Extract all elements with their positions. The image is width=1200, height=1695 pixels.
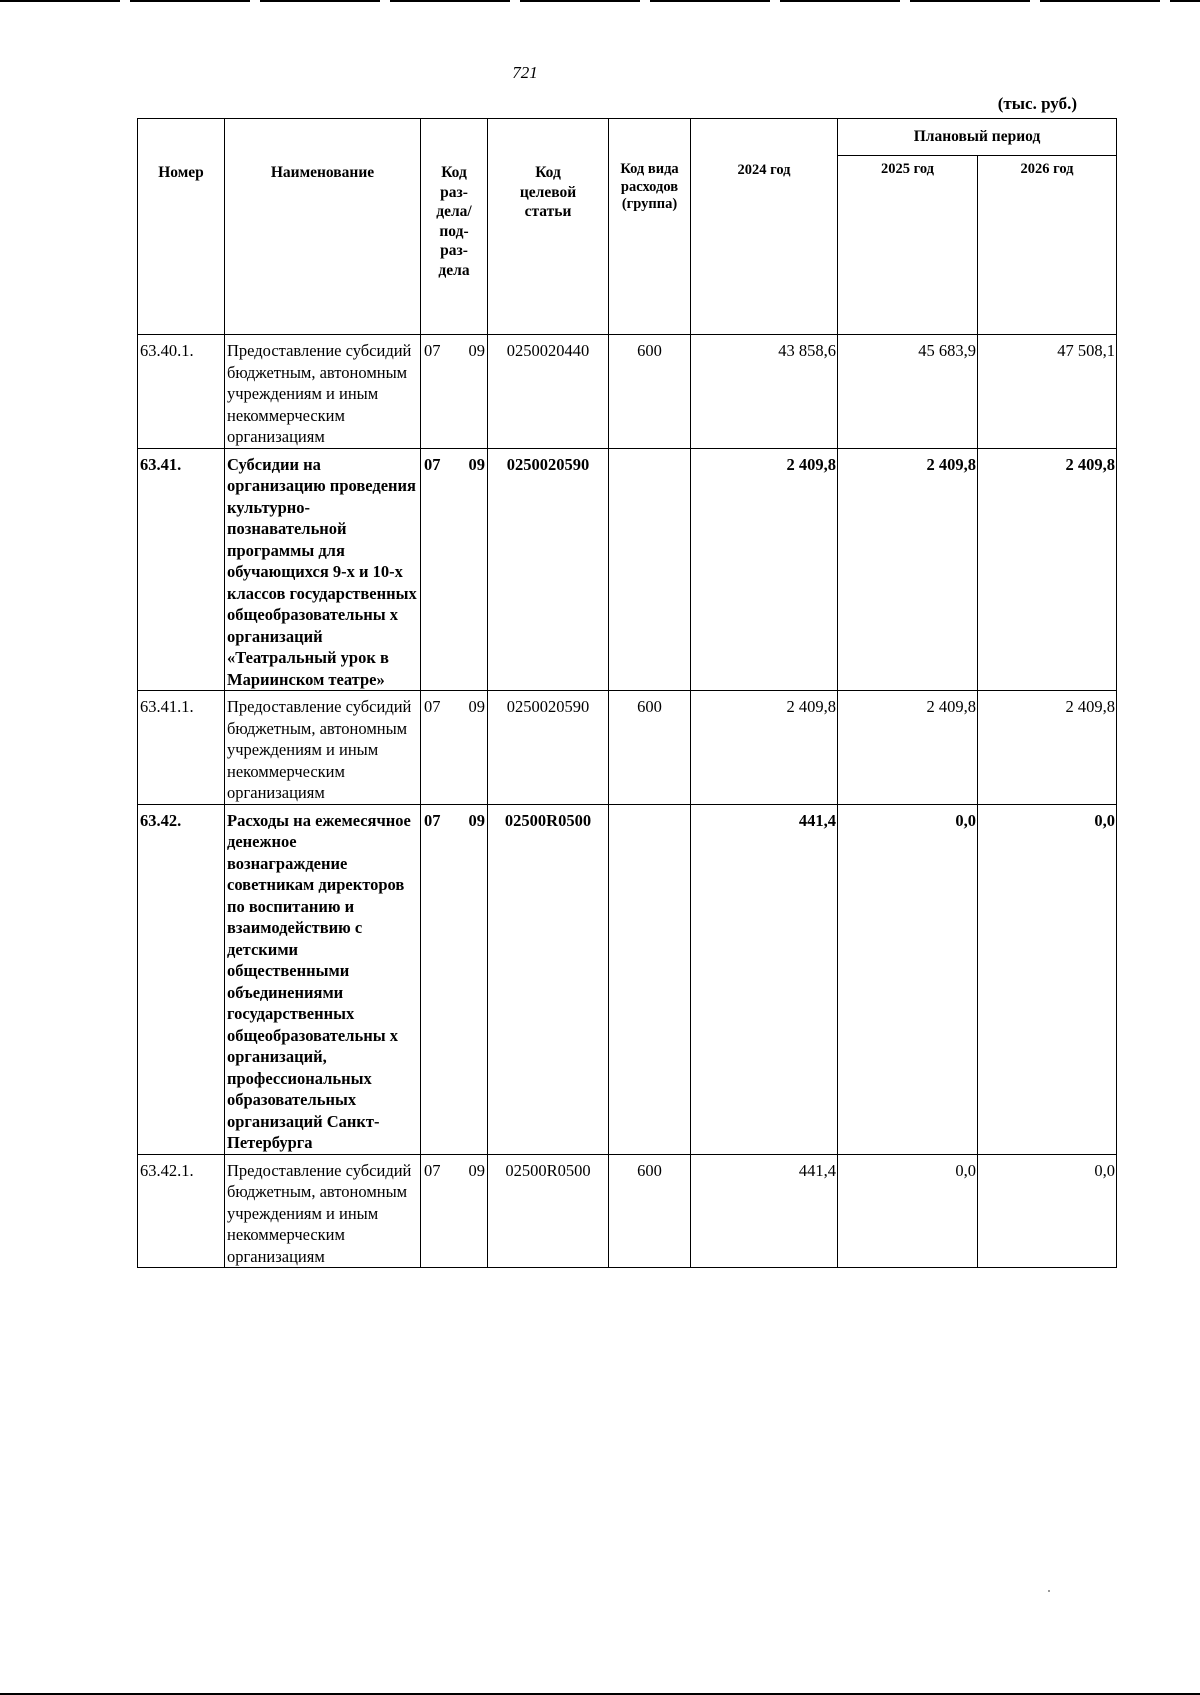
table-row — [138, 691, 1117, 805]
row-target-code: 02500R0500 — [488, 1154, 609, 1268]
row-amount-2025: 0,0 — [838, 1154, 978, 1268]
table-row — [138, 335, 1117, 449]
row-section: 07 — [424, 454, 441, 474]
header-year-2025: 2025 год — [838, 156, 978, 335]
row-expense-type: 600 — [609, 1154, 691, 1268]
header-number: Номер — [138, 119, 225, 335]
budget-table — [137, 118, 1117, 1268]
row-amount-2026: 2 409,8 — [978, 691, 1117, 805]
row-number: 63.41. — [138, 448, 225, 691]
row-number: 63.42.1. — [138, 1154, 225, 1268]
row-amount-2024: 2 409,8 — [691, 691, 838, 805]
row-subsection: 09 — [468, 1160, 485, 1180]
row-expense-type — [609, 804, 691, 1154]
row-amount-2025: 2 409,8 — [838, 448, 978, 691]
row-subsection: 09 — [468, 341, 485, 360]
header-year-2024: 2024 год — [691, 119, 838, 335]
header-row-1 — [138, 119, 1117, 156]
row-subsection: 09 — [468, 810, 485, 830]
row-name: Предоставление субсидий бюджетным, автономным учреждениям и иным некоммерческим организациям — [225, 335, 421, 449]
header-planning-period: Плановый период — [838, 119, 1117, 156]
row-amount-2025: 2 409,8 — [838, 691, 978, 805]
row-amount-2026: 0,0 — [978, 804, 1117, 1154]
row-section: 07 — [424, 810, 441, 830]
row-name: Предоставление субсидий бюджетным, автономным учреждениям и иным некоммерческим организациям — [225, 1154, 421, 1268]
scan-edge-top — [0, 0, 1200, 2]
row-amount-2026: 47 508,1 — [978, 335, 1117, 449]
row-amount-2024: 2 409,8 — [691, 448, 838, 691]
row-section: 07 — [424, 697, 441, 716]
row-expense-type — [609, 448, 691, 691]
scan-speck — [1048, 1590, 1050, 1592]
row-amount-2026: 2 409,8 — [978, 448, 1117, 691]
table-row — [138, 1154, 1117, 1268]
row-amount-2025: 45 683,9 — [838, 335, 978, 449]
row-expense-type: 600 — [609, 691, 691, 805]
row-amount-2024: 441,4 — [691, 1154, 838, 1268]
units-label: (тыс. руб.) — [997, 94, 1077, 113]
row-amount-2024: 43 858,6 — [691, 335, 838, 449]
header-year-2026: 2026 год — [978, 156, 1117, 335]
header-target: Код целевой статьи — [488, 119, 609, 335]
table-row — [138, 804, 1117, 1154]
row-number: 63.41.1. — [138, 691, 225, 805]
header-expense-type: Код вида расходов (группа) — [609, 119, 691, 335]
row-target-code: 0250020590 — [488, 448, 609, 691]
row-section-code — [421, 1154, 488, 1268]
row-section: 07 — [424, 1160, 441, 1180]
row-amount-2026: 0,0 — [978, 1154, 1117, 1268]
page-number: 721 — [512, 63, 538, 82]
row-target-code: 0250020590 — [488, 691, 609, 805]
row-section-code — [421, 691, 488, 805]
table-body — [138, 335, 1117, 1268]
row-section-code — [421, 448, 488, 691]
row-target-code: 02500R0500 — [488, 804, 609, 1154]
row-name: Субсидии на организацию проведения культурно-познавательной программы для обучающихся 9-х и 10-х классов государственных общеобразовательны х организаций «Театральный урок в Мариинском театре» — [225, 448, 421, 691]
row-section: 07 — [424, 341, 441, 360]
row-subsection: 09 — [468, 454, 485, 474]
header-name: Наименование — [225, 119, 421, 335]
table-row — [138, 448, 1117, 691]
row-number: 63.42. — [138, 804, 225, 1154]
row-section-code — [421, 804, 488, 1154]
row-section-code — [421, 335, 488, 449]
row-amount-2024: 441,4 — [691, 804, 838, 1154]
row-name: Предоставление субсидий бюджетным, автономным учреждениям и иным некоммерческим организациям — [225, 691, 421, 805]
row-number: 63.40.1. — [138, 335, 225, 449]
header-section: Код раз-дела/ под-раз-дела — [421, 119, 488, 335]
row-expense-type: 600 — [609, 335, 691, 449]
row-name: Расходы на ежемесячное денежное вознаграждение советникам директоров по воспитанию и взаимодействию с детскими общественными объединениями государственных общеобразовательны х организаций, профессиональных образовательных организаций Санкт-Петербурга — [225, 804, 421, 1154]
row-subsection: 09 — [468, 697, 485, 716]
row-target-code: 0250020440 — [488, 335, 609, 449]
row-amount-2025: 0,0 — [838, 804, 978, 1154]
